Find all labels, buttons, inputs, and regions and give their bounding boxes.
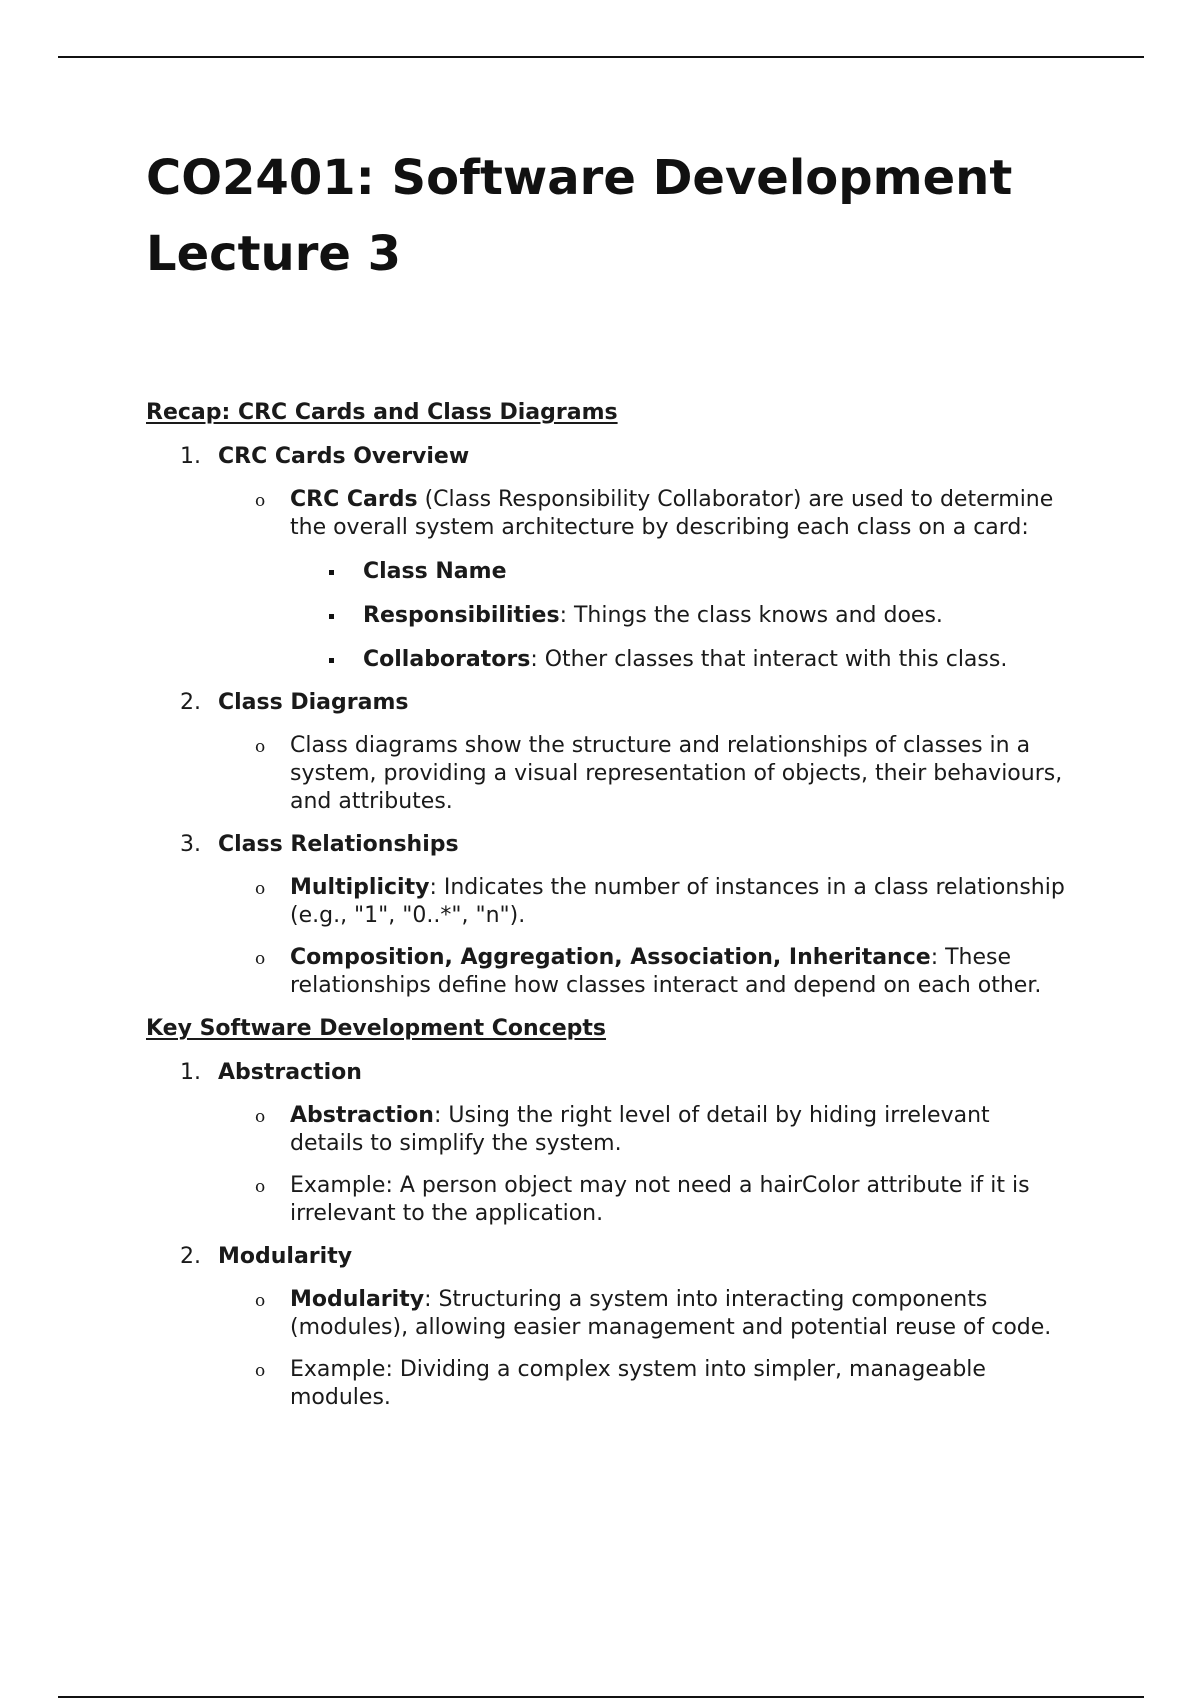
bullet-item: [146, 1356, 1066, 1412]
section-heading: Recap: CRC Cards and Class Diagrams: [146, 400, 618, 425]
section-heading: Key Software Development Concepts: [146, 1016, 607, 1041]
bullet-text: : These relationships define how classes interact and depend on each other.: [290, 945, 1042, 998]
sub-bullet-item: [146, 558, 1066, 586]
bullet-text: Example: Dividing a complex system into simpler, manageable modules.: [290, 1357, 986, 1410]
bullet-bold: Multiplicity: [290, 875, 430, 900]
sub-bullet-item: [146, 646, 1066, 674]
sub-bullet-bold: Responsibilities: [363, 603, 560, 628]
bullet-text: (Class Responsibility Collaborator) are used to determine the overall system architecture by describing each class on a card:: [290, 487, 1054, 540]
item-title: Class Diagrams: [218, 690, 409, 715]
document-body: [146, 140, 1066, 1412]
bullet-marker: o: [255, 949, 266, 969]
bullet-item: [146, 486, 1066, 542]
sub-bullet-item: [146, 602, 1066, 630]
numbered-item: [146, 1242, 1066, 1272]
bullet-text: : Using the right level of detail by hiding irrelevant details to simplify the system.: [290, 1103, 990, 1156]
bullet-item: [146, 944, 1066, 1000]
item-title: Abstraction: [218, 1060, 362, 1085]
item-number: 1.: [180, 444, 201, 469]
bullet-item: [146, 732, 1066, 816]
bullet-marker: o: [255, 737, 266, 757]
bullet-bold: Abstraction: [290, 1103, 434, 1128]
bullet-text: : Structuring a system into interacting components (modules), allowing easier management and potential reuse of code.: [290, 1287, 1052, 1340]
page-title: [146, 140, 1066, 292]
bullet-item: [146, 1172, 1066, 1228]
item-number: 2.: [180, 690, 201, 715]
numbered-item: [146, 688, 1066, 718]
bullet-text: Class diagrams show the structure and relationships of classes in a system, providing a visual representation of objects, their behaviours, and attributes.: [290, 733, 1063, 814]
bullet-item: [146, 1286, 1066, 1342]
item-title: Class Relationships: [218, 832, 459, 857]
bullet-marker: o: [255, 491, 266, 511]
item-title: CRC Cards Overview: [218, 444, 470, 469]
numbered-item: [146, 1058, 1066, 1088]
title-line-2: Lecture 3: [146, 226, 402, 282]
numbered-item: [146, 442, 1066, 472]
sub-bullet-text: : Other classes that interact with this class.: [530, 647, 1008, 672]
sub-bullet-text: : Things the class knows and does.: [559, 603, 943, 628]
bullet-bold: Composition, Aggregation, Association, Inheritance: [290, 945, 931, 970]
bullet-marker: o: [255, 1291, 266, 1311]
top-rule: [58, 56, 1144, 58]
bullet-text: Example: A person object may not need a hairColor attribute if it is irrelevant to the application.: [290, 1173, 1030, 1226]
numbered-item: [146, 830, 1066, 860]
bullet-marker: o: [255, 1107, 266, 1127]
item-number: 3.: [180, 832, 201, 857]
bullet-bold: Modularity: [290, 1287, 425, 1312]
item-number: 2.: [180, 1244, 201, 1269]
square-bullet-icon: [329, 614, 334, 619]
bullet-item: [146, 1102, 1066, 1158]
bullet-item: [146, 874, 1066, 930]
sub-bullet-bold: Collaborators: [363, 647, 531, 672]
bullet-marker: o: [255, 1177, 266, 1197]
bullet-marker: o: [255, 879, 266, 899]
bottom-rule: [58, 1696, 1144, 1698]
title-line-1: CO2401: Software Development: [146, 150, 1013, 206]
square-bullet-icon: [329, 658, 334, 663]
square-bullet-icon: [329, 570, 334, 575]
item-title: Modularity: [218, 1244, 353, 1269]
item-number: 1.: [180, 1060, 201, 1085]
sub-bullet-bold: Class Name: [363, 559, 507, 584]
bullet-marker: o: [255, 1361, 266, 1381]
bullet-bold: CRC Cards: [290, 487, 418, 512]
bullet-text: : Indicates the number of instances in a class relationship (e.g., "1", "0..*", "n").: [290, 875, 1065, 928]
